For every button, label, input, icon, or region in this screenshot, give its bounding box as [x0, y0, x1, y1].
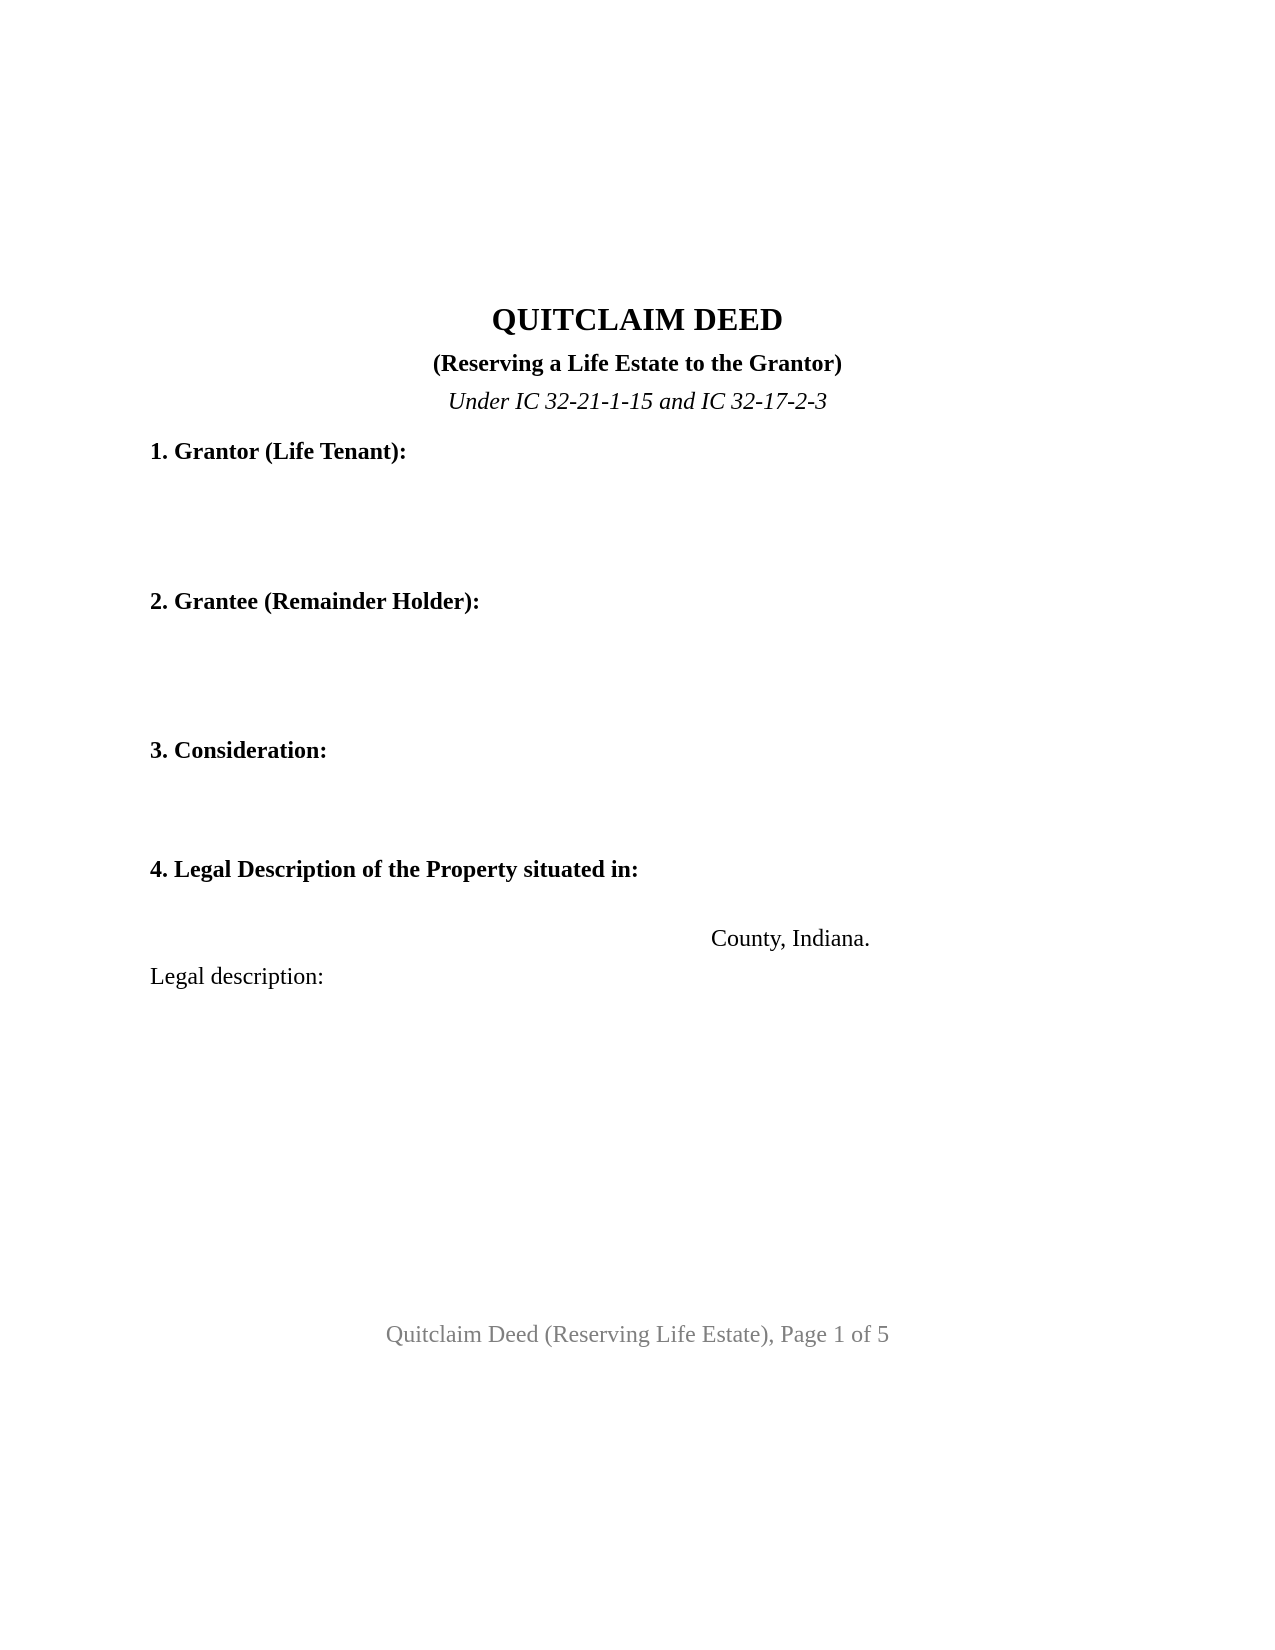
statute-reference: Under IC 32-21-1-15 and IC 32-17-2-3 [447, 389, 828, 415]
legal-description-label: Legal description: [150, 964, 324, 990]
section-heading-legal-description: 4. Legal Description of the Property situated in: [150, 857, 639, 883]
county-state-text: County, Indiana. [711, 926, 871, 952]
page-footer: Quitclaim Deed (Reserving Life Estate), Page 1 of 5 [385, 1322, 890, 1348]
document-subtitle: (Reserving a Life Estate to the Grantor) [432, 351, 843, 377]
section-heading-grantor: 1. Grantor (Life Tenant): [150, 439, 407, 465]
section-heading-grantee: 2. Grantee (Remainder Holder): [150, 589, 481, 615]
section-heading-consideration: 3. Consideration: [150, 738, 328, 764]
document-title: QUITCLAIM DEED [491, 301, 784, 337]
